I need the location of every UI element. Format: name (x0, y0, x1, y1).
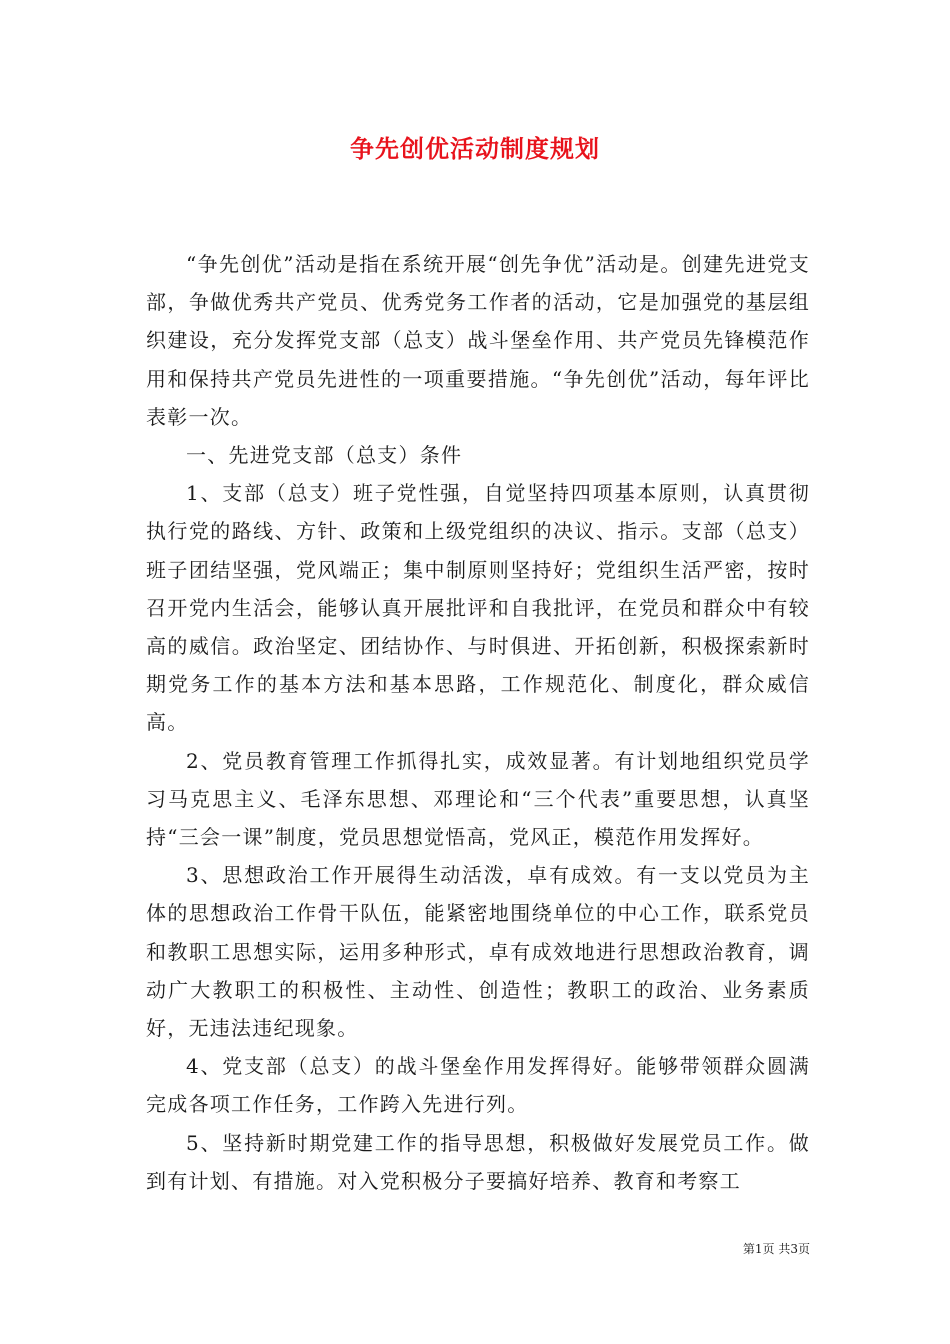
document-body (146, 245, 810, 1200)
page-title: 争先创优活动制度规划 (350, 135, 600, 163)
section-heading-1: 一、先进党支部（总支）条件 (186, 443, 463, 468)
page-number: 第1页 共3页 (742, 1242, 810, 1256)
paragraph-item-4: 4、党支部（总支）的战斗堡垒作用发挥得好。能够带领群众圆满完成各项工作任务，工作跨入先进行列。 (146, 1054, 810, 1117)
paragraph-item-1: 1、支部（总支）班子党性强，自觉坚持四项基本原则，认真贯彻执行党的路线、方针、政策和上级党组织的决议、指示。支部（总支）班子团结坚强，党风端正；集中制原则坚持好；党组织生活严密，按时召开党内生活会，能够认真开展批评和自我批评，在党员和群众中有较高的威信。政治坚定、团结协作、与时俱进、开拓创新，积极探索新时期党务工作的基本方法和基本思路，工作规范化、制度化，群众威信高。 (146, 481, 810, 735)
paragraph-item-2: 2、党员教育管理工作抓得扎实，成效显著。有计划地组织党员学习马克思主义、毛泽东思想、邓理论和“三个代表”重要思想，认真坚持“三会一课”制度，党员思想觉悟高，党风正，模范作用发挥好。 (146, 748, 810, 850)
paragraph-item-3: 3、思想政治工作开展得生动活泼，卓有成效。有一支以党员为主体的思想政治工作骨干队伍，能紧密地围绕单位的中心工作，联系党员和教职工思想实际，运用多种形式，卓有成效地进行思想政治教育，调动广大教职工的积极性、主动性、创造性；教职工的政治、业务素质好，无违法违纪现象。 (146, 863, 810, 1041)
paragraph-item-5: 5、坚持新时期党建工作的指导思想，积极做好发展党员工作。做到有计划、有措施。对入党积极分子要搞好培养、教育和考察工 (146, 1130, 810, 1193)
paragraph-intro: “争先创优”活动是指在系统开展“创先争优”活动是。创建先进党支部，争做优秀共产党员、优秀党务工作者的活动，它是加强党的基层组织建设，充分发挥党支部（总支）战斗堡垒作用、共产党员先锋模范作用和保持共产党员先进性的一项重要措施。“争先创优”活动，每年评比表彰一次。 (146, 252, 810, 429)
